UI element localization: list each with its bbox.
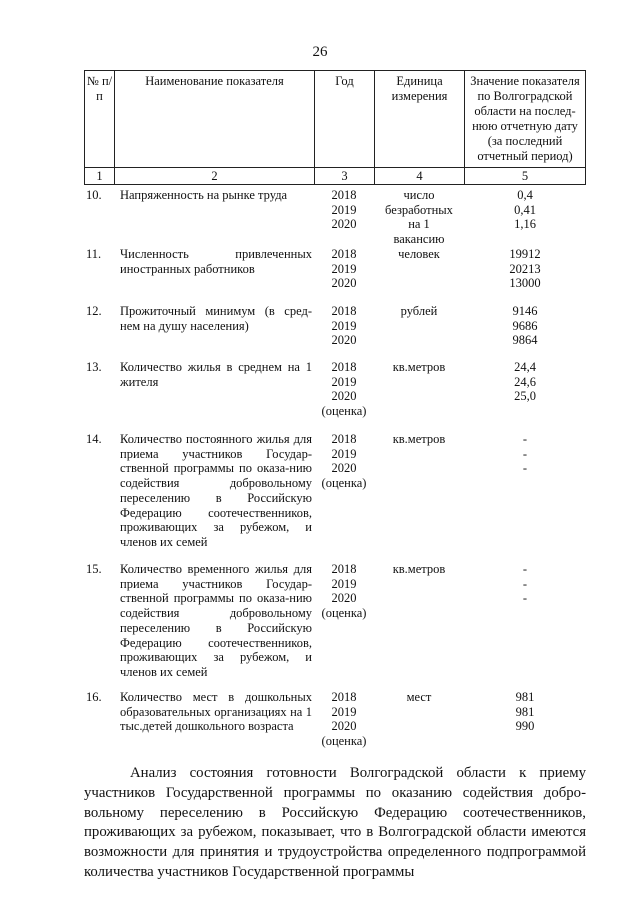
unit: кв.метров bbox=[392, 360, 446, 374]
unit: мест bbox=[406, 690, 432, 704]
row-years bbox=[314, 247, 374, 291]
year: 2020 bbox=[331, 461, 357, 476]
column-number: 2 bbox=[114, 168, 314, 184]
row-values bbox=[464, 188, 586, 247]
row-number: 16. bbox=[86, 690, 102, 704]
column-number-row bbox=[84, 168, 586, 185]
indicator-name: Напряженность на рынке труда bbox=[120, 188, 288, 202]
year: 2020 bbox=[331, 276, 357, 291]
year: 2019 bbox=[331, 202, 357, 217]
year: 2018 bbox=[331, 690, 357, 704]
table-row bbox=[84, 690, 586, 749]
unit: кв.метров bbox=[392, 562, 446, 576]
value: 9686 bbox=[512, 318, 538, 333]
table-header bbox=[84, 70, 586, 168]
column-number: 4 bbox=[374, 168, 464, 184]
year-note: (оценка) bbox=[321, 404, 367, 419]
row-number: 10. bbox=[86, 188, 102, 202]
value: - bbox=[522, 446, 528, 461]
table-row bbox=[84, 247, 586, 291]
year: 2020 bbox=[331, 389, 357, 404]
row-values bbox=[464, 432, 586, 550]
year: 2020 bbox=[331, 719, 357, 734]
page-number: 26 bbox=[312, 44, 328, 60]
value: - bbox=[522, 576, 528, 591]
year: 2018 bbox=[331, 304, 357, 318]
unit: число безработных на 1 вакансию bbox=[385, 188, 453, 247]
year: 2018 bbox=[331, 247, 357, 261]
table-row bbox=[84, 304, 586, 348]
row-years bbox=[314, 432, 374, 550]
year: 2020 bbox=[331, 217, 357, 232]
year: 2018 bbox=[331, 188, 357, 202]
year-note: (оценка) bbox=[321, 606, 367, 621]
header-num: № п/п bbox=[84, 71, 114, 167]
year: 2019 bbox=[331, 374, 357, 389]
table-row bbox=[84, 360, 586, 419]
row-number: 12. bbox=[86, 304, 102, 318]
row-number: 11. bbox=[86, 247, 102, 261]
header-indicator-name: Наименование показателя bbox=[114, 71, 314, 167]
value: - bbox=[522, 562, 528, 576]
column-number: 1 bbox=[84, 168, 114, 184]
indicator-name: Количество временного жилья для приема участников Государ-ственной программы по оказа-нию содействия добровольному переселению в Российскую Федерацию соотечественников, проживающих за рубежом, и членов их семей bbox=[120, 562, 312, 679]
year-note: (оценка) bbox=[321, 476, 367, 491]
value: 981 bbox=[515, 704, 535, 719]
row-years bbox=[314, 562, 374, 680]
indicator-name: Численность привлеченных иностранных работников bbox=[120, 247, 312, 276]
year-note: (оценка) bbox=[321, 734, 367, 749]
table-row bbox=[84, 432, 586, 550]
value: - bbox=[522, 432, 528, 446]
value: 24,4 bbox=[514, 360, 536, 374]
unit: рублей bbox=[400, 304, 438, 318]
indicator-name: Количество постоянного жилья для приема участников Государ-ственной программы по оказа-нию содействия добровольному переселению в Российскую Федерацию соотечественников, проживающих за рубежом, и членов их семей bbox=[120, 432, 312, 549]
row-values bbox=[464, 360, 586, 419]
table-row bbox=[84, 562, 586, 680]
header-unit: Единица измерения bbox=[374, 71, 464, 167]
row-years bbox=[314, 360, 374, 419]
header-year: Год bbox=[314, 71, 374, 167]
header-value: Значение показателя по Волгоградской области на послед-нюю отчетную дату (за последний отчетный период) bbox=[464, 71, 586, 167]
value: 9864 bbox=[512, 333, 538, 348]
value: 0,41 bbox=[514, 202, 536, 217]
row-years bbox=[314, 188, 374, 247]
column-number: 3 bbox=[314, 168, 374, 184]
indicator-name: Количество жилья в среднем на 1 жителя bbox=[120, 360, 312, 389]
value: - bbox=[522, 461, 528, 476]
column-number: 5 bbox=[464, 168, 586, 184]
body-paragraph: Анализ состояния готовности Волгоградской области к приему участников Государственной программы по оказанию содействия добро-вольному переселению в Российскую Федерацию соотечественников, проживающих за рубежом, показывает, что в Волгоградской области имеются возможности для принятия и трудоустройства определенного подпрограммой количества участников Государственной программы bbox=[84, 765, 586, 880]
table-row bbox=[84, 188, 586, 247]
row-values bbox=[464, 690, 586, 749]
value: 990 bbox=[515, 719, 535, 734]
row-number: 13. bbox=[86, 360, 102, 374]
year: 2019 bbox=[331, 318, 357, 333]
indicator-name: Количество мест в дошкольных образовательных организациях на 1 тыс.детей дошкольного возраста bbox=[120, 690, 312, 734]
value: 9146 bbox=[512, 304, 538, 318]
year: 2020 bbox=[331, 591, 357, 606]
value: 20213 bbox=[509, 261, 541, 276]
indicator-name: Прожиточный минимум (в сред-нем на душу населения) bbox=[120, 304, 312, 333]
year: 2018 bbox=[331, 562, 357, 576]
year: 2019 bbox=[331, 446, 357, 461]
unit: кв.метров bbox=[392, 432, 446, 446]
value: 25,0 bbox=[514, 389, 536, 404]
row-values bbox=[464, 247, 586, 291]
value: 0,4 bbox=[517, 188, 533, 202]
row-values bbox=[464, 304, 586, 348]
value: 24,6 bbox=[514, 374, 536, 389]
year: 2019 bbox=[331, 576, 357, 591]
year: 2019 bbox=[331, 704, 357, 719]
unit: человек bbox=[398, 247, 440, 261]
value: 19912 bbox=[509, 247, 541, 261]
indicators-table bbox=[84, 70, 586, 749]
value: 1,16 bbox=[514, 217, 536, 232]
row-number: 14. bbox=[86, 432, 102, 446]
year: 2020 bbox=[331, 333, 357, 348]
row-values bbox=[464, 562, 586, 680]
row-number: 15. bbox=[86, 562, 102, 576]
value: - bbox=[522, 591, 528, 606]
value: 13000 bbox=[509, 276, 541, 291]
year: 2019 bbox=[331, 261, 357, 276]
year: 2018 bbox=[331, 432, 357, 446]
year: 2018 bbox=[331, 360, 357, 374]
value: 981 bbox=[515, 690, 535, 704]
row-years bbox=[314, 690, 374, 749]
row-years bbox=[314, 304, 374, 348]
